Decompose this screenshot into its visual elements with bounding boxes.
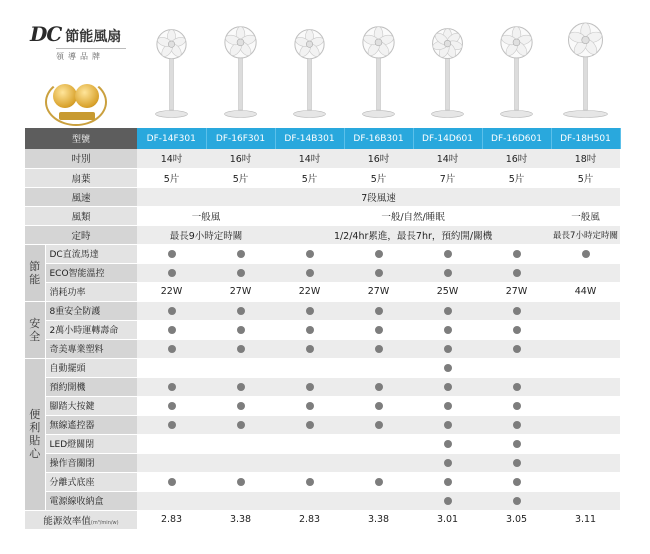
feature-dot-icon: [444, 497, 452, 505]
feature-dot-icon: [513, 326, 521, 334]
row-label: 風類: [25, 206, 137, 225]
cell: 5片: [137, 168, 206, 187]
feature-dot-icon: [237, 326, 245, 334]
row-label: DC直流馬達: [45, 244, 137, 263]
model-header: DF-16F301: [206, 128, 275, 149]
cell: 27W: [206, 282, 275, 301]
cell: [206, 301, 275, 320]
row-label: 扇葉: [25, 168, 137, 187]
cell: [206, 263, 275, 282]
cell: 27W: [344, 282, 413, 301]
cell: [413, 453, 482, 472]
cell: 44W: [551, 282, 620, 301]
fan-product-icon: [137, 18, 206, 126]
cell: [137, 301, 206, 320]
cell: [482, 320, 551, 339]
cell: [137, 263, 206, 282]
cell: [137, 396, 206, 415]
feature-dot-icon: [375, 345, 383, 353]
cell: [413, 377, 482, 396]
cell: 16吋: [206, 149, 275, 168]
feature-dot-icon: [375, 383, 383, 391]
cell: [482, 491, 551, 510]
cell: [206, 453, 275, 472]
feature-dot-icon: [306, 402, 314, 410]
cell: [275, 377, 344, 396]
cell: [551, 320, 620, 339]
fan-product-icon: [413, 18, 482, 126]
feature-dot-icon: [168, 383, 176, 391]
cell: [482, 396, 551, 415]
feature-dot-icon: [444, 269, 452, 277]
cell: 14吋: [275, 149, 344, 168]
feature-dot-icon: [237, 345, 245, 353]
cell: 一般/自然/睡眠: [275, 206, 551, 225]
feature-dot-icon: [444, 307, 452, 315]
model-header: DF-14D601: [413, 128, 482, 149]
cell: 7段風速: [137, 187, 620, 206]
cell: [551, 415, 620, 434]
feature-row: [25, 320, 620, 339]
cell: [413, 244, 482, 263]
group-label: 便 利 貼 心: [25, 358, 45, 510]
cell: [413, 491, 482, 510]
feature-dot-icon: [306, 326, 314, 334]
cell: [206, 377, 275, 396]
feature-dot-icon: [306, 345, 314, 353]
row-efficiency: [25, 510, 620, 529]
feature-dot-icon: [444, 421, 452, 429]
feature-dot-icon: [237, 478, 245, 486]
cell: [482, 263, 551, 282]
cell: [551, 396, 620, 415]
cell: [413, 434, 482, 453]
cell: 2.83: [275, 510, 344, 529]
feature-dot-icon: [513, 421, 521, 429]
brand-tagline: 領導品牌: [56, 48, 126, 62]
cell: [344, 434, 413, 453]
cell: [137, 491, 206, 510]
cell: [482, 453, 551, 472]
cell: 16吋: [344, 149, 413, 168]
cell: 3.11: [551, 510, 620, 529]
cell: [413, 339, 482, 358]
feature-row: [25, 434, 620, 453]
efficiency-unit: (m³/min/w): [90, 519, 119, 526]
feature-row: [25, 282, 620, 301]
cell: [275, 472, 344, 491]
row-label: [25, 510, 137, 529]
cell: [275, 358, 344, 377]
feature-dot-icon: [513, 307, 521, 315]
cell: [344, 453, 413, 472]
cell: [413, 472, 482, 491]
feature-dot-icon: [375, 250, 383, 258]
fan-product-icon: [344, 18, 413, 126]
cell: [275, 415, 344, 434]
feature-dot-icon: [306, 307, 314, 315]
feature-dot-icon: [444, 345, 452, 353]
cell: 14吋: [137, 149, 206, 168]
row-label: 2萬小時運轉壽命: [45, 320, 137, 339]
medal-icon: [75, 84, 99, 108]
cell: [344, 301, 413, 320]
feature-dot-icon: [168, 345, 176, 353]
model-header: DF-16B301: [344, 128, 413, 149]
cell: [344, 244, 413, 263]
cell: 3.05: [482, 510, 551, 529]
cell: [551, 434, 620, 453]
brand-name: 節能風扇: [65, 29, 122, 45]
feature-dot-icon: [513, 497, 521, 505]
cell: 7片: [413, 168, 482, 187]
cell: [551, 301, 620, 320]
cell: [275, 244, 344, 263]
cell: [344, 396, 413, 415]
cell: 3.38: [344, 510, 413, 529]
cell: [482, 472, 551, 491]
row-blades: [25, 168, 620, 187]
feature-dot-icon: [168, 269, 176, 277]
cell: [482, 415, 551, 434]
cell: [206, 339, 275, 358]
feature-dot-icon: [444, 326, 452, 334]
row-label: 無線遙控器: [45, 415, 137, 434]
feature-dot-icon: [168, 402, 176, 410]
cell: [551, 244, 620, 263]
fan-product-icon: [206, 18, 275, 126]
cell: [482, 244, 551, 263]
cell: [344, 415, 413, 434]
feature-row: [25, 339, 620, 358]
row-label: 操作音關閉: [45, 453, 137, 472]
cell: 一般風: [137, 206, 275, 225]
cell: [275, 434, 344, 453]
brand-logo: [30, 22, 140, 46]
cell: [275, 396, 344, 415]
cell: [551, 453, 620, 472]
cell: [137, 320, 206, 339]
cell: [275, 263, 344, 282]
cell: [137, 472, 206, 491]
feature-dot-icon: [444, 383, 452, 391]
feature-dot-icon: [513, 383, 521, 391]
feature-dot-icon: [375, 269, 383, 277]
row-timer: [25, 225, 620, 244]
row-label: ECO智能溫控: [45, 263, 137, 282]
group-label: 節 能: [25, 244, 45, 301]
row-label: 奇美專業塑料: [45, 339, 137, 358]
cell: [344, 358, 413, 377]
cell: [137, 434, 206, 453]
cell: [137, 358, 206, 377]
cell: 27W: [482, 282, 551, 301]
feature-dot-icon: [444, 440, 452, 448]
feature-dot-icon: [168, 421, 176, 429]
feature-dot-icon: [513, 269, 521, 277]
model-header: DF-14B301: [275, 128, 344, 149]
cell: [344, 491, 413, 510]
feature-dot-icon: [444, 459, 452, 467]
cell: 5片: [344, 168, 413, 187]
model-header: DF-14F301: [137, 128, 206, 149]
cell: 25W: [413, 282, 482, 301]
cell: [551, 377, 620, 396]
feature-dot-icon: [375, 421, 383, 429]
row-label: 自動擺頭: [45, 358, 137, 377]
brand-dc-mark: DC: [30, 22, 62, 46]
cell: [206, 434, 275, 453]
feature-row: [25, 415, 620, 434]
cell: [413, 415, 482, 434]
cell: [551, 339, 620, 358]
fan-product-icon: [275, 18, 344, 126]
row-label: 消耗功率: [45, 282, 137, 301]
feature-dot-icon: [513, 440, 521, 448]
row-speed: [25, 187, 620, 206]
cell: [206, 491, 275, 510]
medal-icon: [53, 84, 77, 108]
feature-dot-icon: [444, 250, 452, 258]
cell: [482, 339, 551, 358]
cell: 22W: [275, 282, 344, 301]
feature-dot-icon: [168, 307, 176, 315]
cell: 1/2/4hr累進，最長7hr，預約開/關機: [275, 225, 551, 244]
cell: [137, 453, 206, 472]
feature-dot-icon: [237, 269, 245, 277]
cell: [206, 358, 275, 377]
cell: [206, 415, 275, 434]
row-label: 吋別: [25, 149, 137, 168]
cell: [482, 434, 551, 453]
row-label: 腳踏大按鍵: [45, 396, 137, 415]
feature-dot-icon: [582, 250, 590, 258]
feature-dot-icon: [168, 250, 176, 258]
feature-dot-icon: [444, 478, 452, 486]
row-label: 分離式底座: [45, 472, 137, 491]
cell: [413, 263, 482, 282]
cell: [482, 358, 551, 377]
cell: [344, 263, 413, 282]
cell: [551, 263, 620, 282]
feature-dot-icon: [237, 250, 245, 258]
feature-dot-icon: [375, 307, 383, 315]
row-wind-type: [25, 206, 620, 225]
feature-dot-icon: [306, 383, 314, 391]
cell: 最長7小時定時關: [551, 225, 620, 244]
feature-dot-icon: [168, 326, 176, 334]
feature-dot-icon: [306, 478, 314, 486]
cell: 3.01: [413, 510, 482, 529]
row-label: 預約開機: [45, 377, 137, 396]
cell: [275, 301, 344, 320]
feature-dot-icon: [375, 326, 383, 334]
cell: [206, 320, 275, 339]
cell: 18吋: [551, 149, 620, 168]
cell: 5片: [482, 168, 551, 187]
cell: [413, 358, 482, 377]
cell: 16吋: [482, 149, 551, 168]
row-label: 定時: [25, 225, 137, 244]
cell: 5片: [206, 168, 275, 187]
feature-row: [25, 396, 620, 415]
feature-dot-icon: [513, 459, 521, 467]
cell: [206, 244, 275, 263]
corner-label: 型號: [25, 128, 137, 149]
fan-images: [137, 18, 620, 126]
cell: [137, 377, 206, 396]
cell: [413, 320, 482, 339]
feature-row: [25, 301, 620, 320]
feature-dot-icon: [168, 478, 176, 486]
feature-row: [25, 453, 620, 472]
ribbon-icon: [59, 112, 95, 120]
feature-row: [25, 472, 620, 491]
cell: [206, 396, 275, 415]
row-label: 電源線收納盒: [45, 491, 137, 510]
cell: [344, 339, 413, 358]
feature-dot-icon: [306, 250, 314, 258]
cell: 最長9小時定時關: [137, 225, 275, 244]
feature-dot-icon: [444, 402, 452, 410]
model-header: DF-16D601: [482, 128, 551, 149]
cell: [206, 472, 275, 491]
cell: 14吋: [413, 149, 482, 168]
feature-dot-icon: [306, 269, 314, 277]
cell: 2.83: [137, 510, 206, 529]
cell: [275, 339, 344, 358]
cell: [413, 396, 482, 415]
cell: [275, 453, 344, 472]
cell: [137, 339, 206, 358]
cell: 一般風: [551, 206, 620, 225]
cell: [344, 377, 413, 396]
feature-dot-icon: [237, 383, 245, 391]
row-label: 8重安全防護: [45, 301, 137, 320]
cell: [413, 301, 482, 320]
feature-row: [25, 491, 620, 510]
feature-dot-icon: [237, 402, 245, 410]
cell: [275, 320, 344, 339]
header-row: [25, 128, 620, 149]
feature-dot-icon: [513, 478, 521, 486]
feature-dot-icon: [306, 421, 314, 429]
cell: [551, 472, 620, 491]
feature-row: [25, 358, 620, 377]
cell: [137, 244, 206, 263]
cell: [482, 301, 551, 320]
cell: 3.38: [206, 510, 275, 529]
fan-product-icon: [551, 18, 620, 126]
cell: [482, 377, 551, 396]
cell: 5片: [275, 168, 344, 187]
spec-table: [25, 128, 621, 530]
group-label: 安 全: [25, 301, 45, 358]
model-header: DF-18H501: [551, 128, 620, 149]
cell: [137, 415, 206, 434]
row-label: 風速: [25, 187, 137, 206]
feature-row: [25, 244, 620, 263]
row-size: [25, 149, 620, 168]
cell: 5片: [551, 168, 620, 187]
fan-product-icon: [482, 18, 551, 126]
feature-dot-icon: [513, 402, 521, 410]
cell: 22W: [137, 282, 206, 301]
feature-dot-icon: [513, 250, 521, 258]
cell: [344, 320, 413, 339]
cell: [551, 358, 620, 377]
cell: [275, 491, 344, 510]
brand-block: [30, 22, 140, 62]
feature-dot-icon: [375, 478, 383, 486]
cell: [551, 491, 620, 510]
award-medals-icon: [45, 78, 107, 126]
feature-dot-icon: [237, 307, 245, 315]
row-label: LED燈關閉: [45, 434, 137, 453]
feature-row: [25, 377, 620, 396]
feature-dot-icon: [237, 421, 245, 429]
efficiency-label: 能源效率值: [43, 515, 91, 527]
feature-dot-icon: [375, 402, 383, 410]
feature-dot-icon: [513, 345, 521, 353]
cell: [344, 472, 413, 491]
feature-row: [25, 263, 620, 282]
feature-dot-icon: [444, 364, 452, 372]
